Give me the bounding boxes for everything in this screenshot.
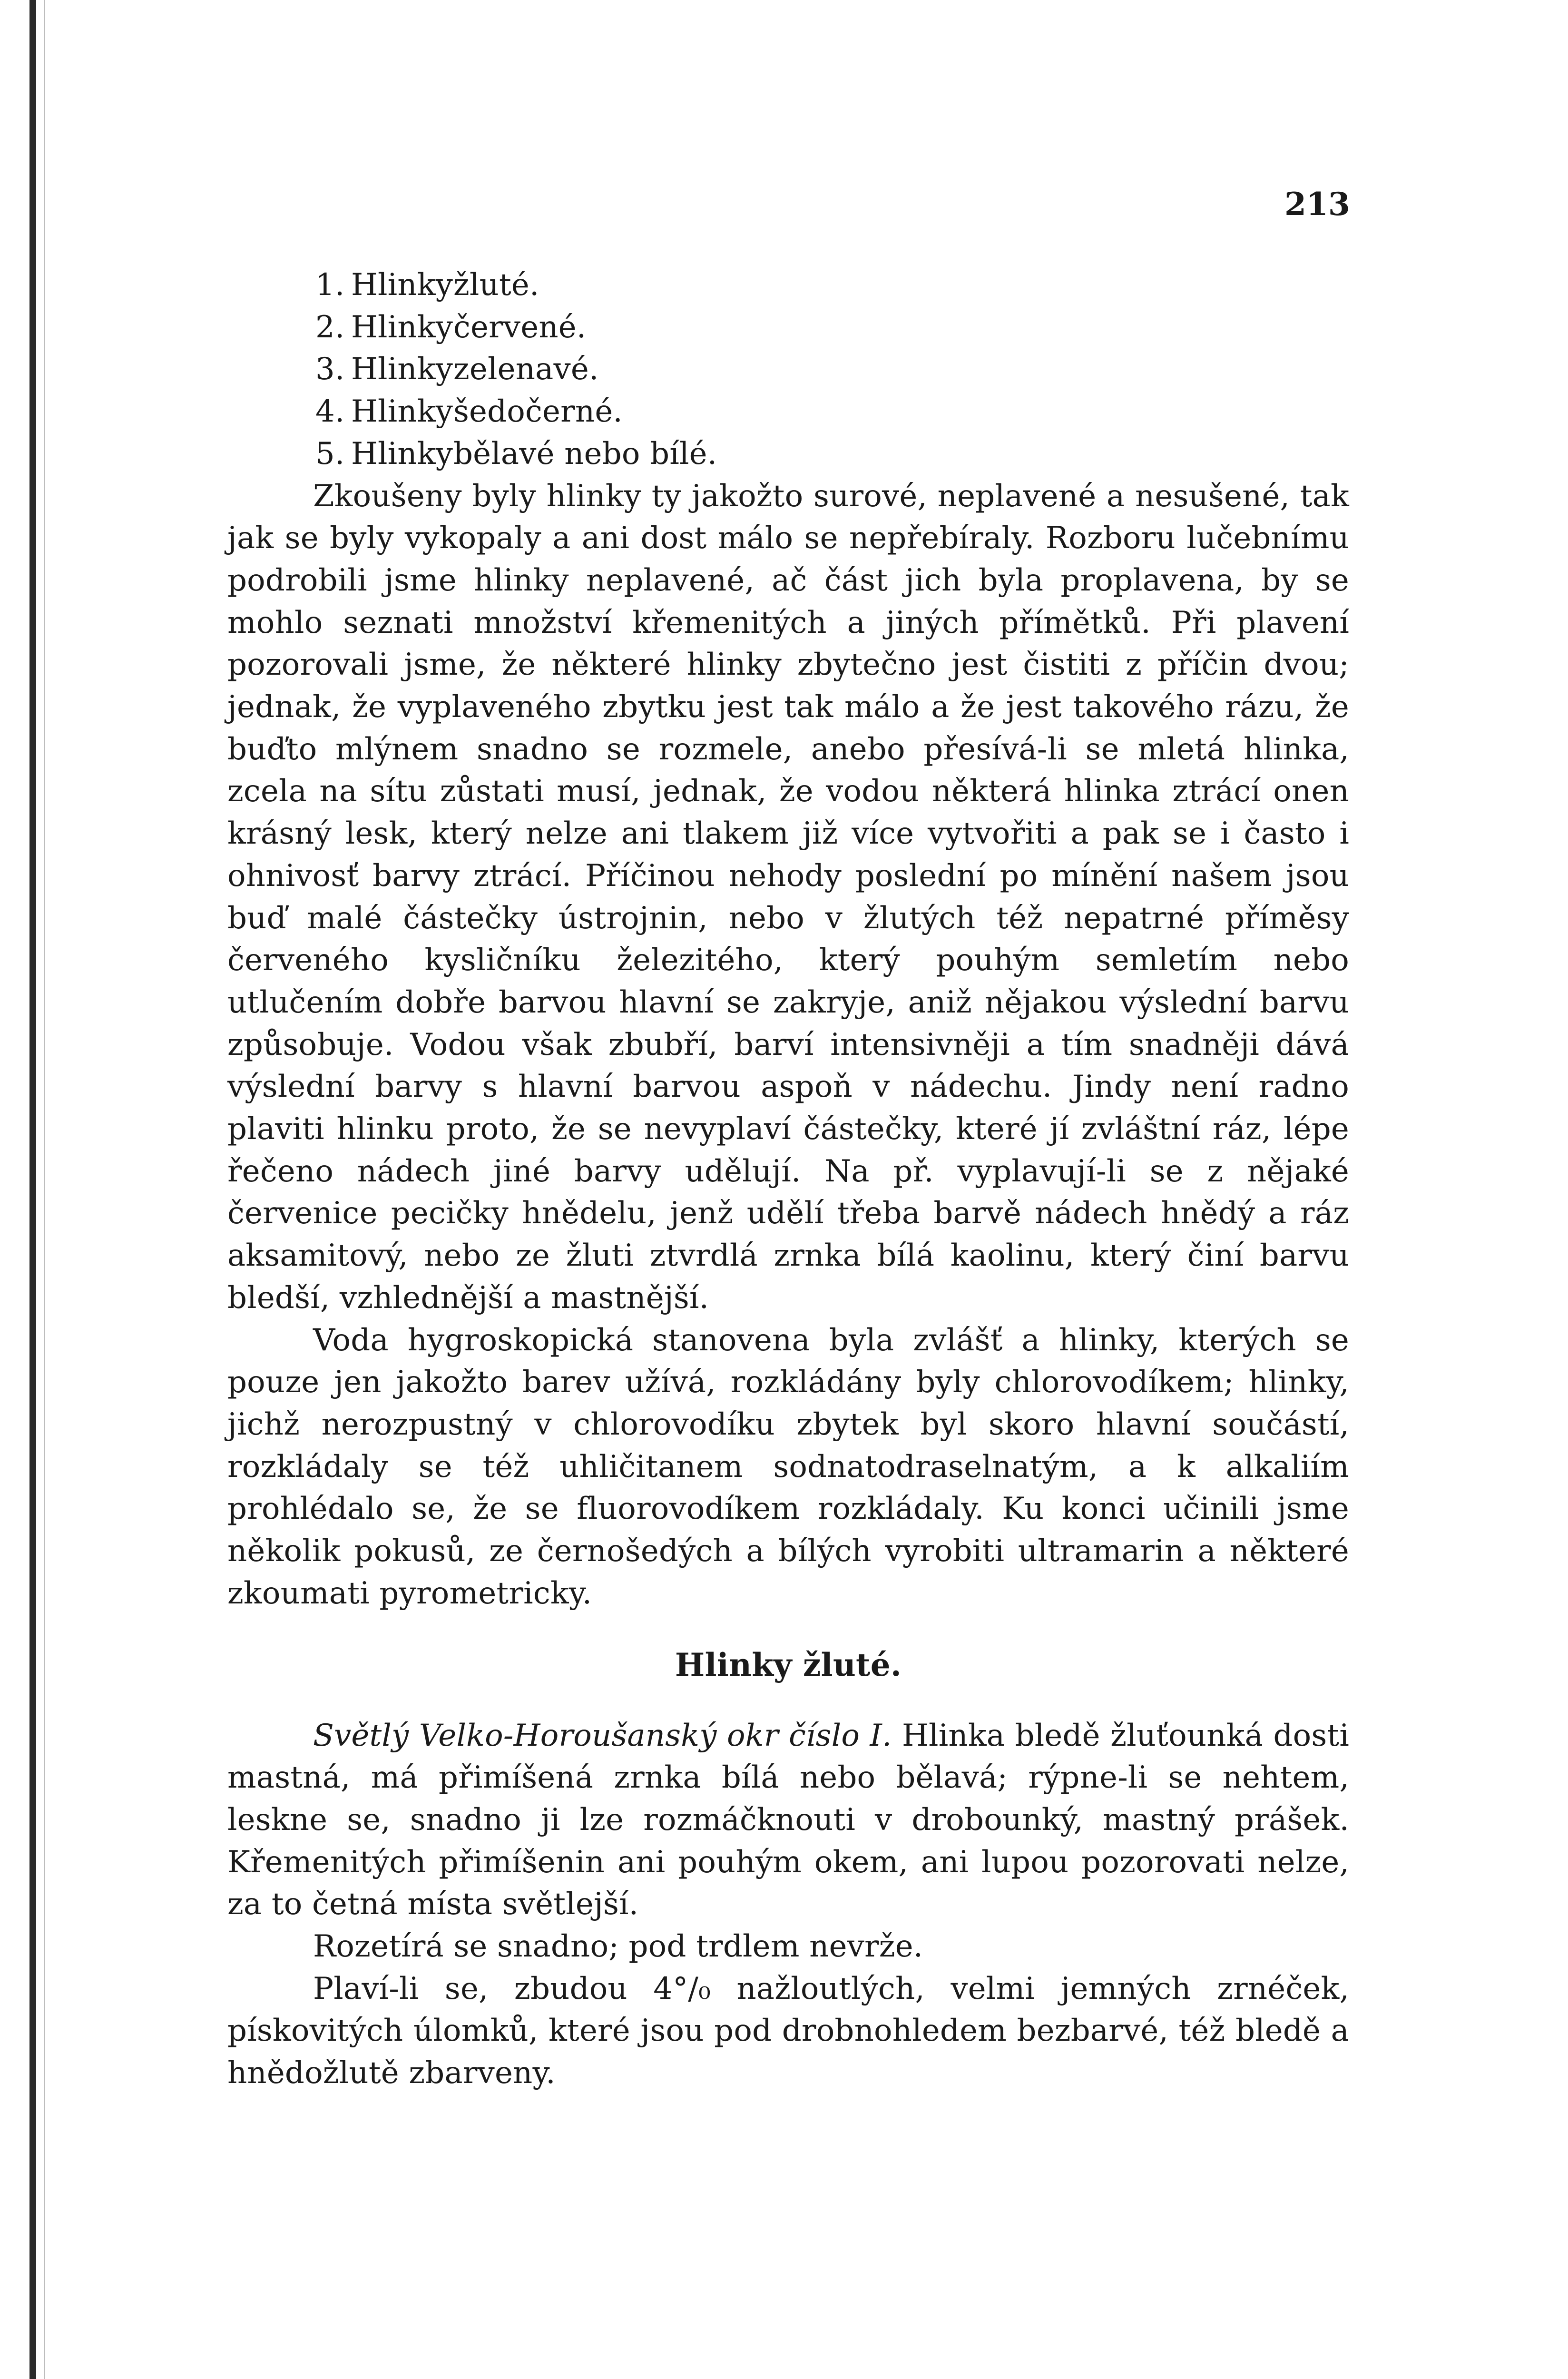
sample-text: Hlinka bledě žluťounká dosti mastná, má přimíšená zrnka bílá nebo bělavá; rýpne-li se nehtem, leskne se, snadno ji lze rozmáčknouti v drobounký, mastný prášek. Křemenitých přimíšenin ani pouhým okem, ani lupou pozorovati nelze, za to četná místa světlejší. bbox=[227, 1718, 1349, 1922]
list-item bbox=[227, 348, 1349, 391]
list-word: Hlinky bbox=[351, 394, 453, 430]
list-item bbox=[227, 306, 1349, 349]
list-item bbox=[227, 264, 1349, 306]
list-description: zelenavé. bbox=[453, 352, 599, 387]
list-number: 1. bbox=[315, 267, 345, 303]
scan-binding-shadow bbox=[44, 0, 45, 2379]
list-item bbox=[227, 433, 1349, 475]
list-description: žluté. bbox=[453, 267, 539, 303]
sample-title: Světlý Velko-Horoušanský okr číslo I. bbox=[313, 1718, 892, 1753]
paragraph-hygroscopic-water: Voda hygroskopická stanovena byla zvlášť a hlinky, kterých se pouze jen jakožto barev užívá, rozkládány byly chlorovodíkem; hlinky, jichž nerozpustný v chlorovodíku zbytek byl skoro hlavní součástí, rozkládaly se též uhličitanem sodnatodraselnatým, a k alkaliím prohlédalo se, že se fluorovodíkem rozkládaly. Ku konci učinili jsme několik pokusů, ze černošedých a bílých vyrobiti ultramarin a některé zkoumati pyrometricky. bbox=[227, 1322, 1349, 1611]
list-description: bělavé nebo bílé. bbox=[453, 436, 717, 472]
paragraph-sample-description bbox=[227, 1715, 1349, 1926]
paragraph-grinding: Rozetírá se snadno; pod trdlem nevrže. bbox=[313, 1929, 923, 1965]
list-word: Hlinky bbox=[351, 436, 453, 472]
list-number: 2. bbox=[315, 309, 345, 345]
list-item bbox=[227, 391, 1349, 433]
paragraph-testing-method: Zkoušeny byly hlinky ty jakožto surové, neplavené a nesušené, tak jak se byly vykopaly a ani dost málo se nepřebíraly. Rozboru lučebnímu podrobili jsme hlinky neplavené, ač část jich byla proplavena, by se mohlo seznati množství křemenitých a jiných přímětků. Při plavení pozorovali jsme, že některé hlinky zbytečno jest čistiti z příčin dvou; jednak, že vyplaveného zbytku jest tak málo a že jest takového rázu, že buďto mlýnem snadno se rozmele, anebo přesívá-li se mletá hlinka, zcela na sítu zůstati musí, jednak, že vodou některá hlinka ztrácí onen krásný lesk, který nelze ani tlakem již více vytvořiti a pak se i často i ohnivosť barvy ztrácí. Příčinou nehody poslední po mínění našem jsou buď malé částečky ústrojnin, nebo v žlutých též nepatrné příměsy červeného kysličníku železitého, který pouhým semletím nebo utlučením dobře barvou hlavní se zakryje, aniž nějakou výslední barvu způsobuje. Vodou však zbubří, barví intensivněji a tím snadněji dává výslední barvy s hlavní barvou aspoň v nádechu. Jindy není radno plaviti hlinku proto, že se nevyplaví částečky, které jí zvláštní ráz, lépe řečeno nádech jiné barvy udělují. Na př. vyplavují-li se z nějaké červenice pecičky hnědelu, jenž udělí třeba barvě nádech hnědý a ráz aksamitový, nebo ze žluti ztvrdlá zrnka bílá kaolinu, který činí barvu bledší, vzhlednější a mastnější. bbox=[227, 478, 1349, 1316]
list-word: Hlinky bbox=[351, 352, 453, 387]
list-word: Hlinky bbox=[351, 267, 453, 303]
page-number: 213 bbox=[1284, 186, 1350, 223]
paragraph-washing: Plaví-li se, zbudou 4°/₀ nažloutlých, velmi jemných zrnéček, pískovitých úlomků, které jsou pod drobnohledem bezbarvé, též bledě a hnědožlutě zbarveny. bbox=[227, 1971, 1349, 2091]
list-word: Hlinky bbox=[351, 309, 453, 345]
clay-type-list bbox=[227, 264, 1349, 475]
list-description: šedočerné. bbox=[453, 394, 623, 430]
list-number: 3. bbox=[315, 352, 345, 387]
scan-binding-edge bbox=[29, 0, 36, 2379]
list-description: červené. bbox=[453, 309, 587, 345]
list-number: 4. bbox=[315, 394, 345, 430]
section-heading: Hlinky žluté. bbox=[675, 1646, 902, 1683]
page-body bbox=[227, 264, 1349, 2094]
list-number: 5. bbox=[315, 436, 345, 472]
